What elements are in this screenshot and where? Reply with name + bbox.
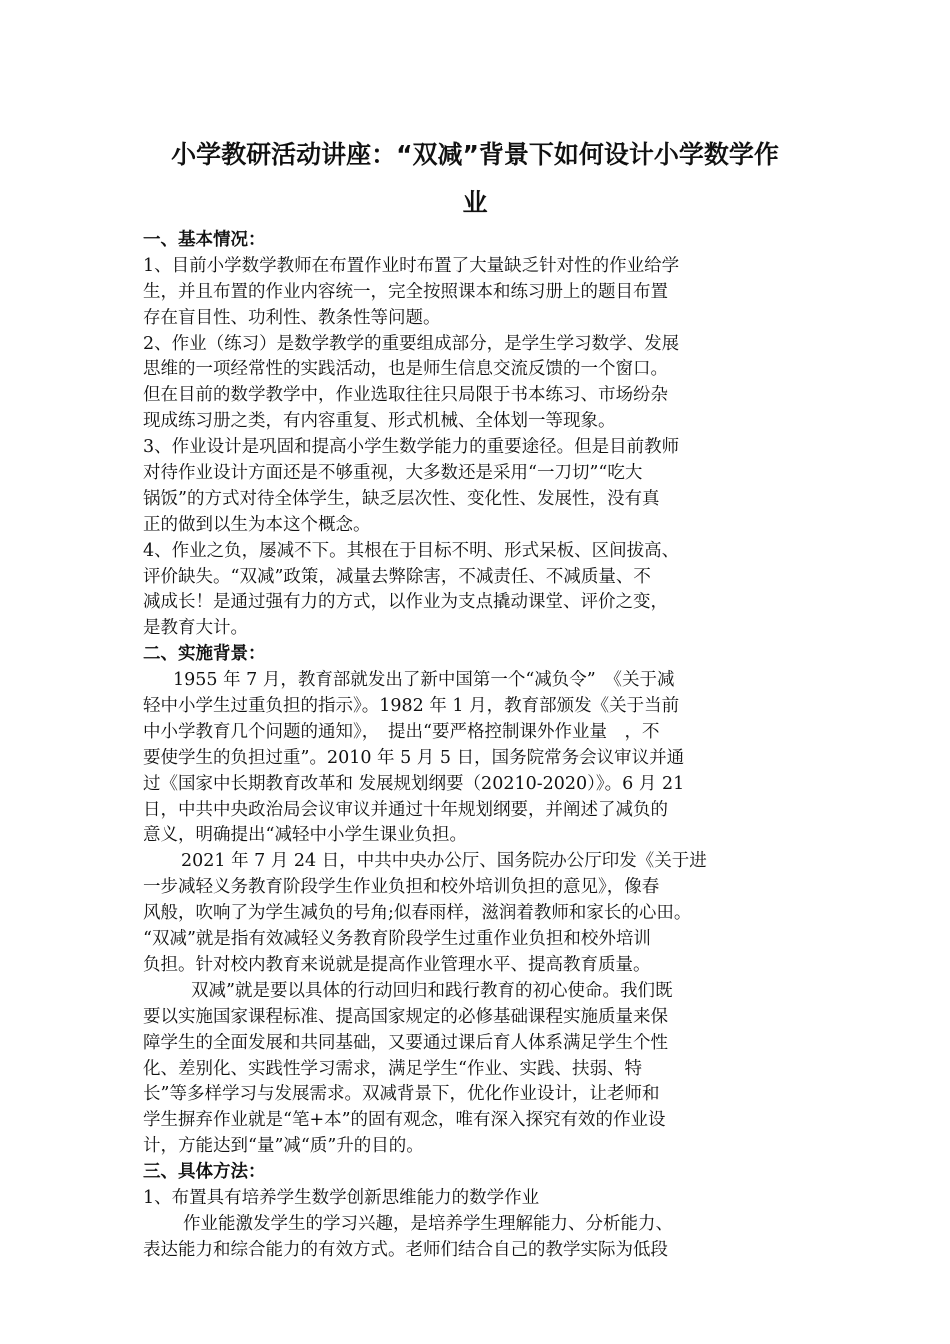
body-line: 双减”就是要以具体的行动回归和践行教育的初心使命。我们既: [191, 980, 673, 1001]
body-line: 计，方能达到“量”减“质”升的目的。: [143, 1136, 424, 1157]
body-line: 3、作业设计是巩固和提高小学生数学能力的重要途径。但是目前教师: [143, 437, 680, 458]
body-line: 正的做到以生为本这个概念。: [143, 514, 371, 535]
section-heading: 二、实施背景：: [143, 644, 266, 665]
body-line: 评价缺失。“双减”政策，减量去弊除害，不减责任、不减质量、不: [143, 566, 651, 587]
body-line: 化、差别化、实践性学习需求，满足学生“作业、实践、扶弱、特: [143, 1058, 642, 1079]
body-line: 过《国家中长期教育改革和 发展规划纲要（20210-2020）》。6 月 21: [143, 773, 685, 794]
body-line: 学生摒弃作业就是“笔+本”的固有观念，唯有深入探究有效的作业设: [143, 1110, 666, 1131]
body-line: 锅饭”的方式对待全体学生，缺乏层次性、变化性、发展性，没有真: [143, 488, 660, 509]
body-line: 一步减轻义务教育阶段学生作业负担和校外培训负担的意见》，像春: [143, 877, 660, 898]
document-title-line-2: 业: [462, 188, 488, 217]
body-line: 1、布置具有培养学生数学创新思维能力的数学作业: [143, 1187, 540, 1208]
body-line: 负担。针对校内教育来说就是提高作业管理水平、提高教育质量。: [143, 954, 651, 975]
body-line: 轻中小学生过重负担的指示》。1982 年 1 月，教育部颁发《关于当前: [143, 696, 680, 717]
body-line: 但在目前的数学教学中，作业选取往往只局限于书本练习、市场纷杂: [143, 385, 668, 406]
body-line: “双减”就是指有效减轻义务教育阶段学生过重作业负担和校外培训: [143, 929, 651, 950]
body-line: 障学生的全面发展和共同基础，又要通过课后育人体系满足学生个性: [143, 1032, 668, 1053]
body-line: 长”等多样学习与发展需求。双减背景下，优化作业设计，让老师和: [143, 1084, 660, 1105]
document-body: [143, 228, 815, 1264]
body-line: 1955 年 7 月，教育部就发出了新中国第一个“减负令” 《关于减: [173, 670, 675, 691]
body-line: 要使学生的负担过重”。2010 年 5 月 5 日，国务院常务会议审议并通: [143, 747, 685, 768]
section-heading: 一、基本情况：: [143, 230, 266, 250]
body-line: 日，中共中央政治局会议审议并通过十年规划纲要，并阐述了减负的: [143, 799, 668, 820]
body-line: 表达能力和综合能力的有效方式。老师们结合自己的教学实际为低段: [143, 1239, 668, 1260]
document-title-line-1: 小学教研活动讲座：“双减”背景下如何设计小学数学作: [171, 140, 779, 169]
body-line: 2021 年 7 月 24 日，中共中央办公厅、国务院办公厅印发《关于进: [181, 851, 707, 872]
body-line: 生，并且布置的作业内容统一，完全按照课本和练习册上的题目布置: [143, 281, 668, 302]
body-line: 1、目前小学数学教师在布置作业时布置了大量缺乏针对性的作业给学: [143, 255, 680, 276]
body-line: 现成练习册之类，有内容重复、形式机械、全体划一等现象。: [143, 411, 616, 432]
body-line: 减成长！是通过强有力的方式，以作业为支点撬动课堂、评价之变，: [143, 592, 668, 613]
body-line: 风般，吹响了为学生减负的号角;似春雨样，滋润着教师和家长的心田。: [143, 903, 692, 924]
body-line: 4、作业之负，屡减不下。其根在于目标不明、形式呆板、区间拔高、: [143, 540, 680, 561]
body-line: 意义，明确提出“减轻中小学生课业负担。: [143, 825, 467, 846]
body-line: 作业能激发学生的学习兴趣，是培养学生理解能力、分析能力、: [183, 1213, 673, 1234]
section-heading: 三、具体方法：: [143, 1162, 266, 1183]
body-line: 中小学教育几个问题的通知》， 提出“要严格控制课外作业量 ，不: [143, 721, 660, 742]
body-line: 要以实施国家课程标准、提高国家规定的必修基础课程实施质量来保: [143, 1006, 668, 1027]
body-line: 思维的一项经常性的实践活动，也是师生信息交流反馈的一个窗口。: [143, 359, 668, 380]
body-line: 对待作业设计方面还是不够重视，大多数还是采用“一刀切”“吃大: [143, 463, 643, 484]
body-line: 是教育大计。: [143, 618, 248, 639]
body-line: 存在盲目性、功利性、教条性等问题。: [143, 307, 441, 328]
body-line: 2、作业（练习）是数学教学的重要组成部分，是学生学习数学、发展: [143, 333, 680, 354]
